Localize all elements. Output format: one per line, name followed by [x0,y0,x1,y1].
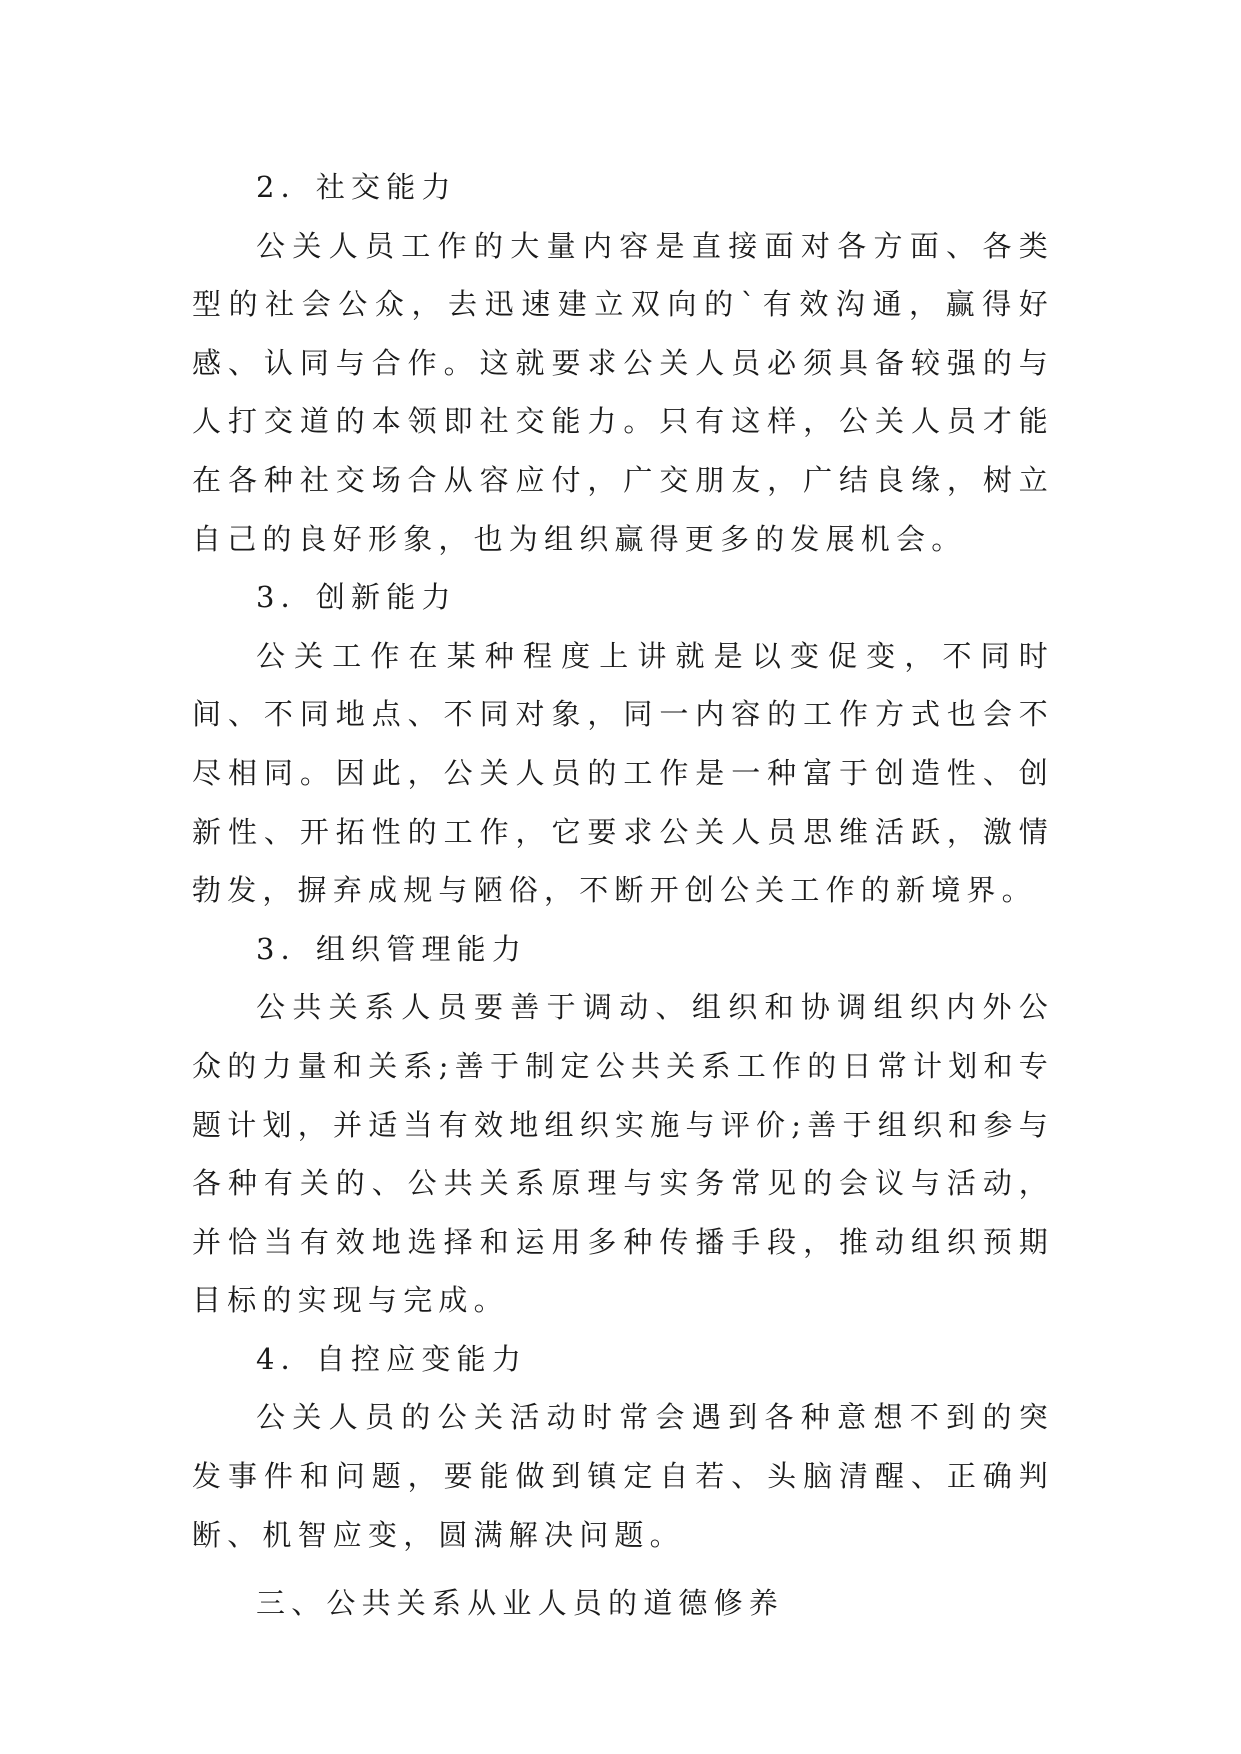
section-heading-social: 2．社交能力 [256,170,457,204]
chapter-heading-ethics: 三、公共关系从业人员的道德修养 [256,1586,785,1621]
section-body-innovation: 公关工作在某种程度上讲就是以变促变，不同时间、不同地点、不同对象，同一内容的工作方式也会不尽相同。因此，公关人员的工作是一种富于创造性、创新性、开拓性的工作，它要求公关人员思维活跃，激情勃发，摒弃成规与陋俗，不断开创公关工作的新境界。 [192,638,1054,908]
document-page [192,158,1054,1633]
section-heading-self-control: 4．自控应变能力 [256,1341,528,1376]
section-body-self-control: 公关人员的公关活动时常会遇到各种意想不到的突发事件和问题，要能做到镇定自若、头脑清醒、正确判断、机智应变，圆满解决问题。 [192,1400,1054,1552]
section-body-social: 公关人员工作的大量内容是直接面对各方面、各类型的社会公众，去迅速建立双向的`有效沟通，赢得好感、认同与合作。这就要求公关人员必须具备较强的与人打交道的本领即社交能力。只有这样，公关人员才能在各种社交场合从容应付，广交朋友，广结良缘，树立自己的良好形象，也为组织赢得更多的发展机会。 [192,228,1054,556]
section-heading-innovation: 3．创新能力 [256,580,457,615]
section-heading-organization: 3．组织管理能力 [256,931,528,966]
section-body-organization: 公共关系人员要善于调动、组织和协调组织内外公众的力量和关系;善于制定公共关系工作的日常计划和专题计划，并适当有效地组织实施与评价;善于组织和参与各种有关的、公共关系原理与实务常见的会议与活动，并恰当有效地选择和运用多种传播手段，推动组织预期目标的实现与完成。 [192,990,1054,1318]
